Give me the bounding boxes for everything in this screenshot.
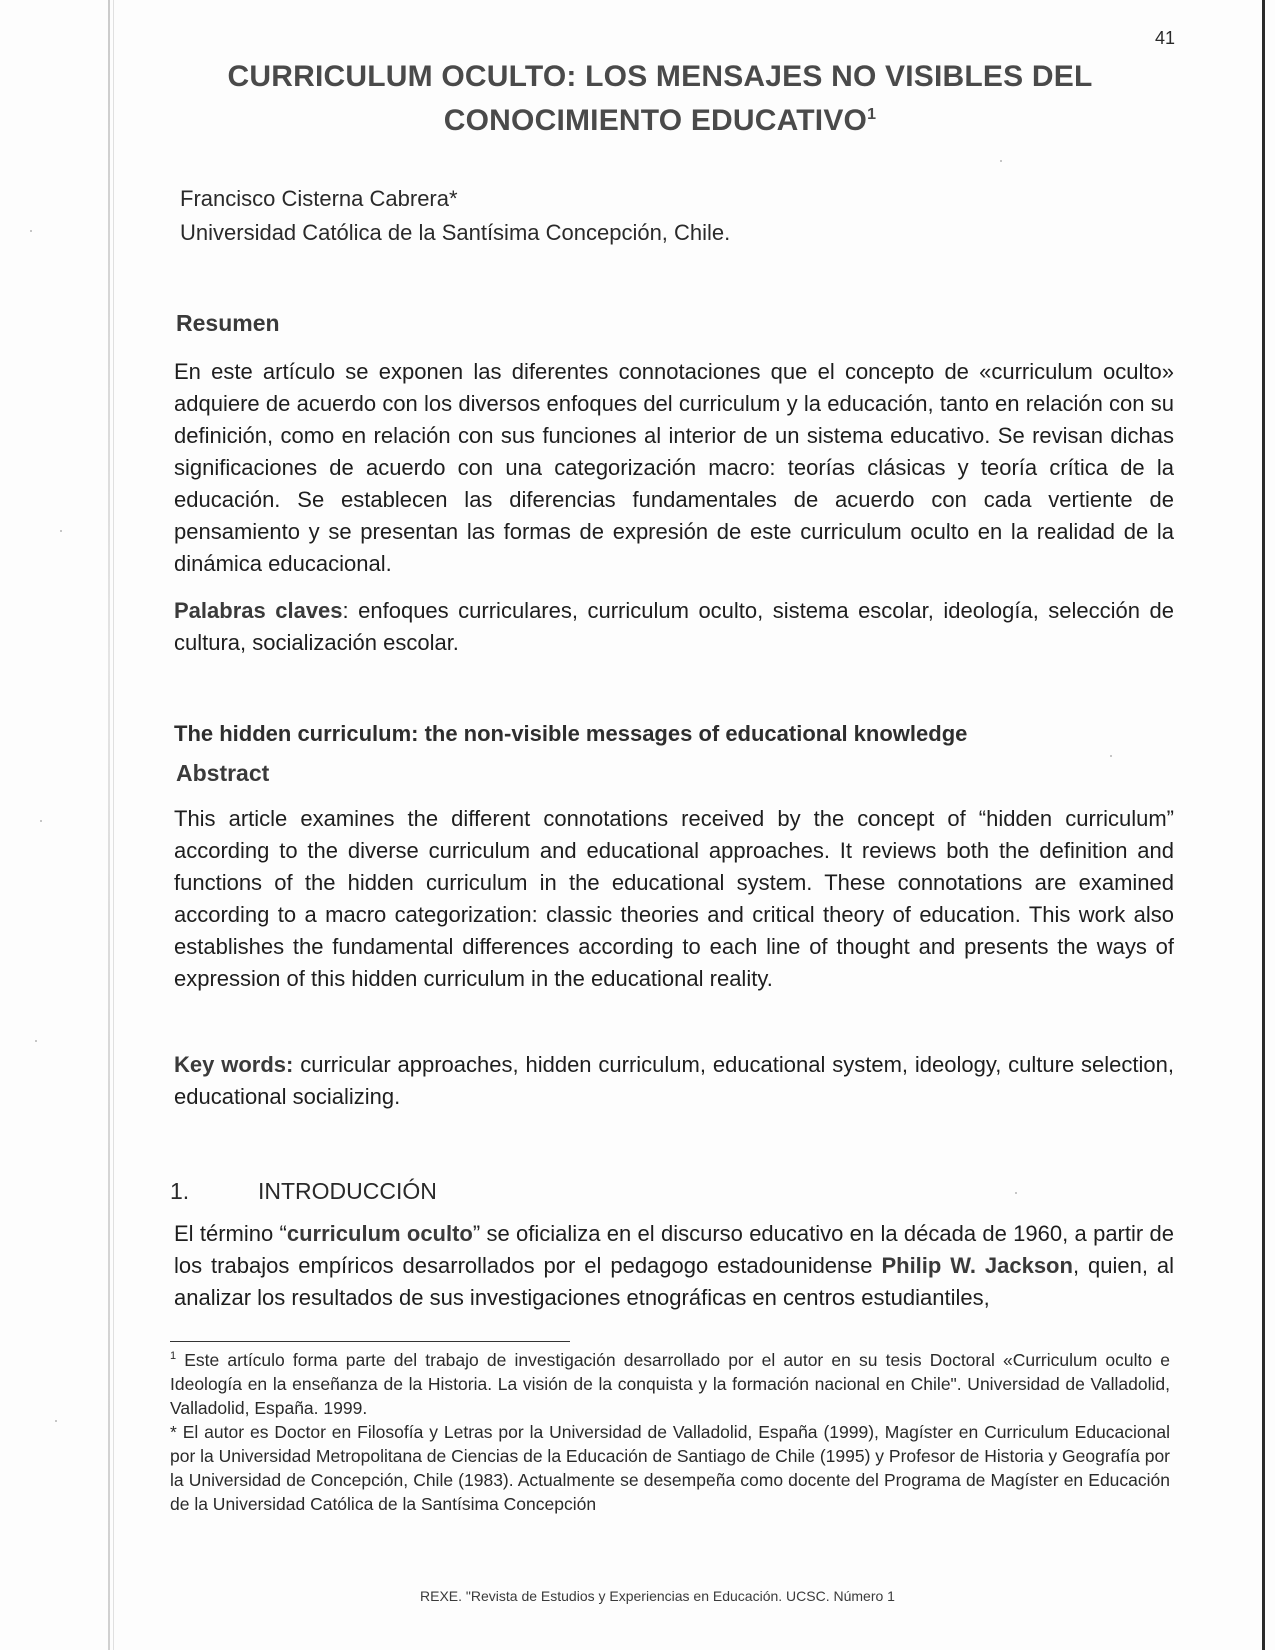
scan-speck (35, 1040, 37, 1042)
scan-speck (55, 1420, 57, 1422)
introduction-heading (170, 1178, 437, 1205)
scan-speck (1000, 160, 1002, 162)
english-keywords-text: curricular approaches, hidden curriculum, educational system, ideology, culture selection, educational socializing. (174, 1052, 1174, 1109)
author-name: Francisco Cisterna Cabrera* (180, 186, 458, 211)
resumen-text: En este artículo se exponen las diferentes connotaciones que el concepto de «curriculum oculto» adquiere de acuerdo con los diversos enfoques del curriculum y la educación, tanto en relación con su definición, como en relación con sus funciones al interior de un sistema educativo. Se revisan dichas significaciones de acuerdo con una categorización macro: teorías clásicas y teoría crítica de la educación. Se establecen las diferencias fundamentales de acuerdo con cada vertiente de pensamiento y se presentan las formas de expresión de este curriculum oculto en la realidad de la dinámica educacional. (174, 359, 1174, 576)
intro-term: curriculum oculto (286, 1221, 473, 1246)
resumen-heading: Resumen (176, 310, 280, 336)
resumen-keywords-text: : enfoques curriculares, curriculum oculto, sistema escolar, ideología, selección de cultura, socialización escolar. (174, 598, 1174, 655)
scan-edge-left-secondary (113, 0, 114, 1650)
footnote-author: * El autor es Doctor en Filosofía y Letras por la Universidad de Valladolid, España (1999), Magíster en Curriculum Educacional por la Universidad Metropolitana de Ciencias de la Educación de Santiago de Chile (1995) y Profesor de Historia y Geografía por la Universidad de Concepción, Chile (1983). Actualmente se desempeña como docente del Programa de Magíster en Educación de la Universidad Católica de la Santísima Concepción (170, 1421, 1171, 1514)
footnote-divider (170, 1341, 570, 1342)
resumen-keywords-label: Palabras claves (174, 598, 343, 623)
abstract-text: This article examines the different connotations received by the concept of “hidden curriculum” according to the diverse curriculum and educational approaches. It reviews both the definition and functions of the hidden curriculum in the educational system. These connotations are examined according to a macro categorization: classic theories and critical theory of education. This work also establishes the fundamental differences according to each line of thought and presents the ways of expression of this hidden curriculum in the educational reality. (174, 806, 1174, 991)
introduction-text (174, 1218, 1174, 1314)
scan-edge-left (108, 0, 110, 1650)
scan-speck (30, 230, 32, 232)
introduction-number: 1. (170, 1178, 190, 1204)
page-number: 41 (1155, 28, 1176, 48)
footnote-1-text: Este artículo forma parte del trabajo de investigación desarrollado por el autor en su tesis Doctoral «Curriculum oculto e Ideología en la enseñanza de la Historia. La visión de la conquista y la formación nacional en Chile". Universidad de Valladolid, Valladolid, España. 1999. (170, 1349, 1170, 1418)
footnote-1 (170, 1344, 1170, 1420)
title-footnote-mark: 1 (867, 106, 877, 123)
intro-text-post: , quien, al analizar los resultados de sus investigaciones etnográficas en centros estudiantiles, (174, 1253, 1174, 1310)
intro-text-pre: El término “ (174, 1221, 287, 1246)
footnote-1-mark: 1 (170, 1350, 177, 1362)
english-title: The hidden curriculum: the non-visible messages of educational knowledge (174, 721, 968, 746)
intro-person: Philip W. Jackson (881, 1253, 1073, 1278)
title-line-2 (160, 96, 1160, 140)
english-keywords-label: Key words: (174, 1052, 294, 1077)
scan-speck (1015, 1192, 1017, 1194)
intro-text-mid: ” se oficializa en el discurso educativo en la década de 1960, a partir de los trabajos empíricos desarrollados por el pedagogo estadounidense (174, 1221, 1174, 1278)
author-affiliation: Universidad Católica de la Santísima Concepción, Chile. (180, 220, 731, 245)
resumen-keywords (174, 595, 1174, 659)
article-title (160, 58, 1160, 140)
author-block (180, 182, 730, 250)
scan-speck (1110, 755, 1112, 757)
scan-speck (40, 820, 42, 822)
footnotes (170, 1344, 1170, 1516)
journal-footer: REXE. "Revista de Estudios y Experiencias en Educación. UCSC. Número 1 (420, 1588, 895, 1604)
title-line-1: CURRICULUM OCULTO: LOS MENSAJES NO VISIBLES DEL (227, 60, 1093, 93)
abstract-heading: Abstract (176, 760, 270, 786)
introduction-title: INTRODUCCIÓN (258, 1178, 437, 1204)
scan-speck (60, 530, 62, 532)
title-line-2-text: CONOCIMIENTO EDUCATIVO (443, 104, 868, 137)
english-keywords (174, 1049, 1174, 1113)
scan-edge-right (1262, 0, 1265, 1650)
